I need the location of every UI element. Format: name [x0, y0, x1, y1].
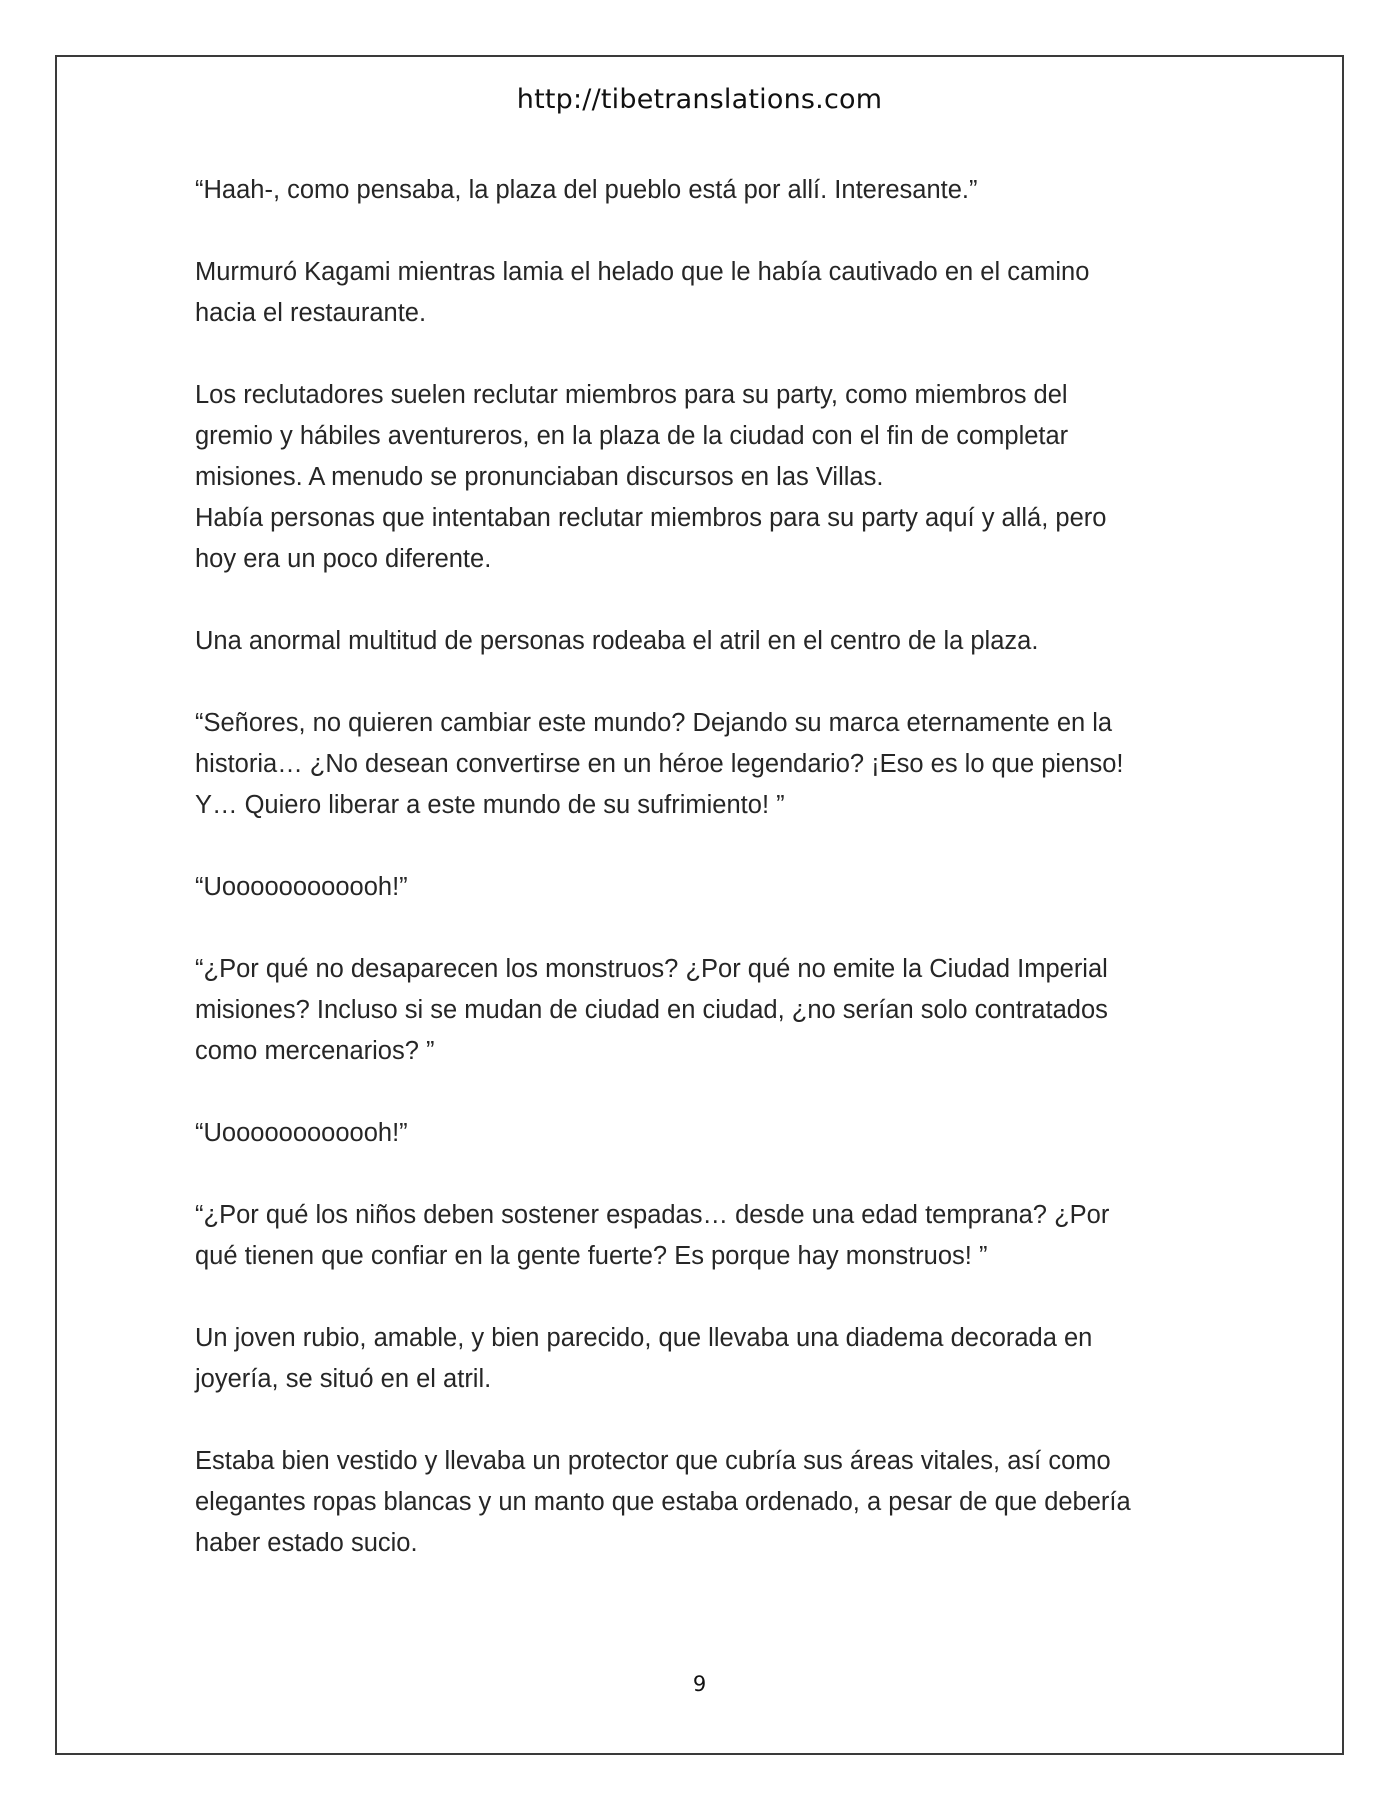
body-text	[195, 170, 1275, 1605]
paragraph: “Uoooooooooooh!”	[195, 873, 408, 901]
paragraph: Un joven rubio, amable, y bien parecido, que llevaba una diadema decorada en joyería, se situó en el atril.	[195, 1324, 1093, 1393]
paragraph: “¿Por qué no desaparecen los monstruos? ¿Por qué no emite la Ciudad Imperial misiones? Incluso si se mudan de ciudad en ciudad, ¿no serían solo contratados como mercenarios? ”	[195, 955, 1108, 1065]
paragraph: Había personas que intentaban reclutar miembros para su party aquí y allá, pero hoy era un poco diferente.	[195, 504, 1107, 573]
paragraph: “Señores, no quieren cambiar este mundo? Dejando su marca eternamente en la historia… ¿No desean convertirse en un héroe legendario? ¡Eso es lo que pienso! Y… Quiero liberar a este mundo de su sufrimiento! ”	[195, 709, 1124, 819]
paragraph: Una anormal multitud de personas rodeaba el atril en el centro de la plaza.	[195, 627, 1039, 655]
page-frame	[55, 55, 1344, 1755]
paragraph: Los reclutadores suelen reclutar miembros para su party, como miembros del gremio y hábiles aventureros, en la plaza de la ciudad con el fin de completar misiones. A menudo se pronunciaban discursos en las Villas.	[195, 381, 1069, 491]
header-url: http://tibetranslations.com	[516, 84, 883, 115]
paragraph: “Uoooooooooooh!”	[195, 1119, 408, 1147]
paragraph: “Haah-, como pensaba, la plaza del pueblo está por allí. Interesante.”	[195, 176, 978, 204]
paragraph: “¿Por qué los niños deben sostener espadas… desde una edad temprana? ¿Por qué tienen que confiar en la gente fuerte? Es porque hay monstruos! ”	[195, 1201, 1110, 1270]
paragraph: Murmuró Kagami mientras lamia el helado que le había cautivado en el camino hacia el restaurante.	[195, 258, 1090, 327]
paragraph: Estaba bien vestido y llevaba un protector que cubría sus áreas vitales, así como elegantes ropas blancas y un manto que estaba ordenado, a pesar de que debería haber estado sucio.	[195, 1447, 1131, 1557]
page-number: 9	[692, 1672, 707, 1696]
